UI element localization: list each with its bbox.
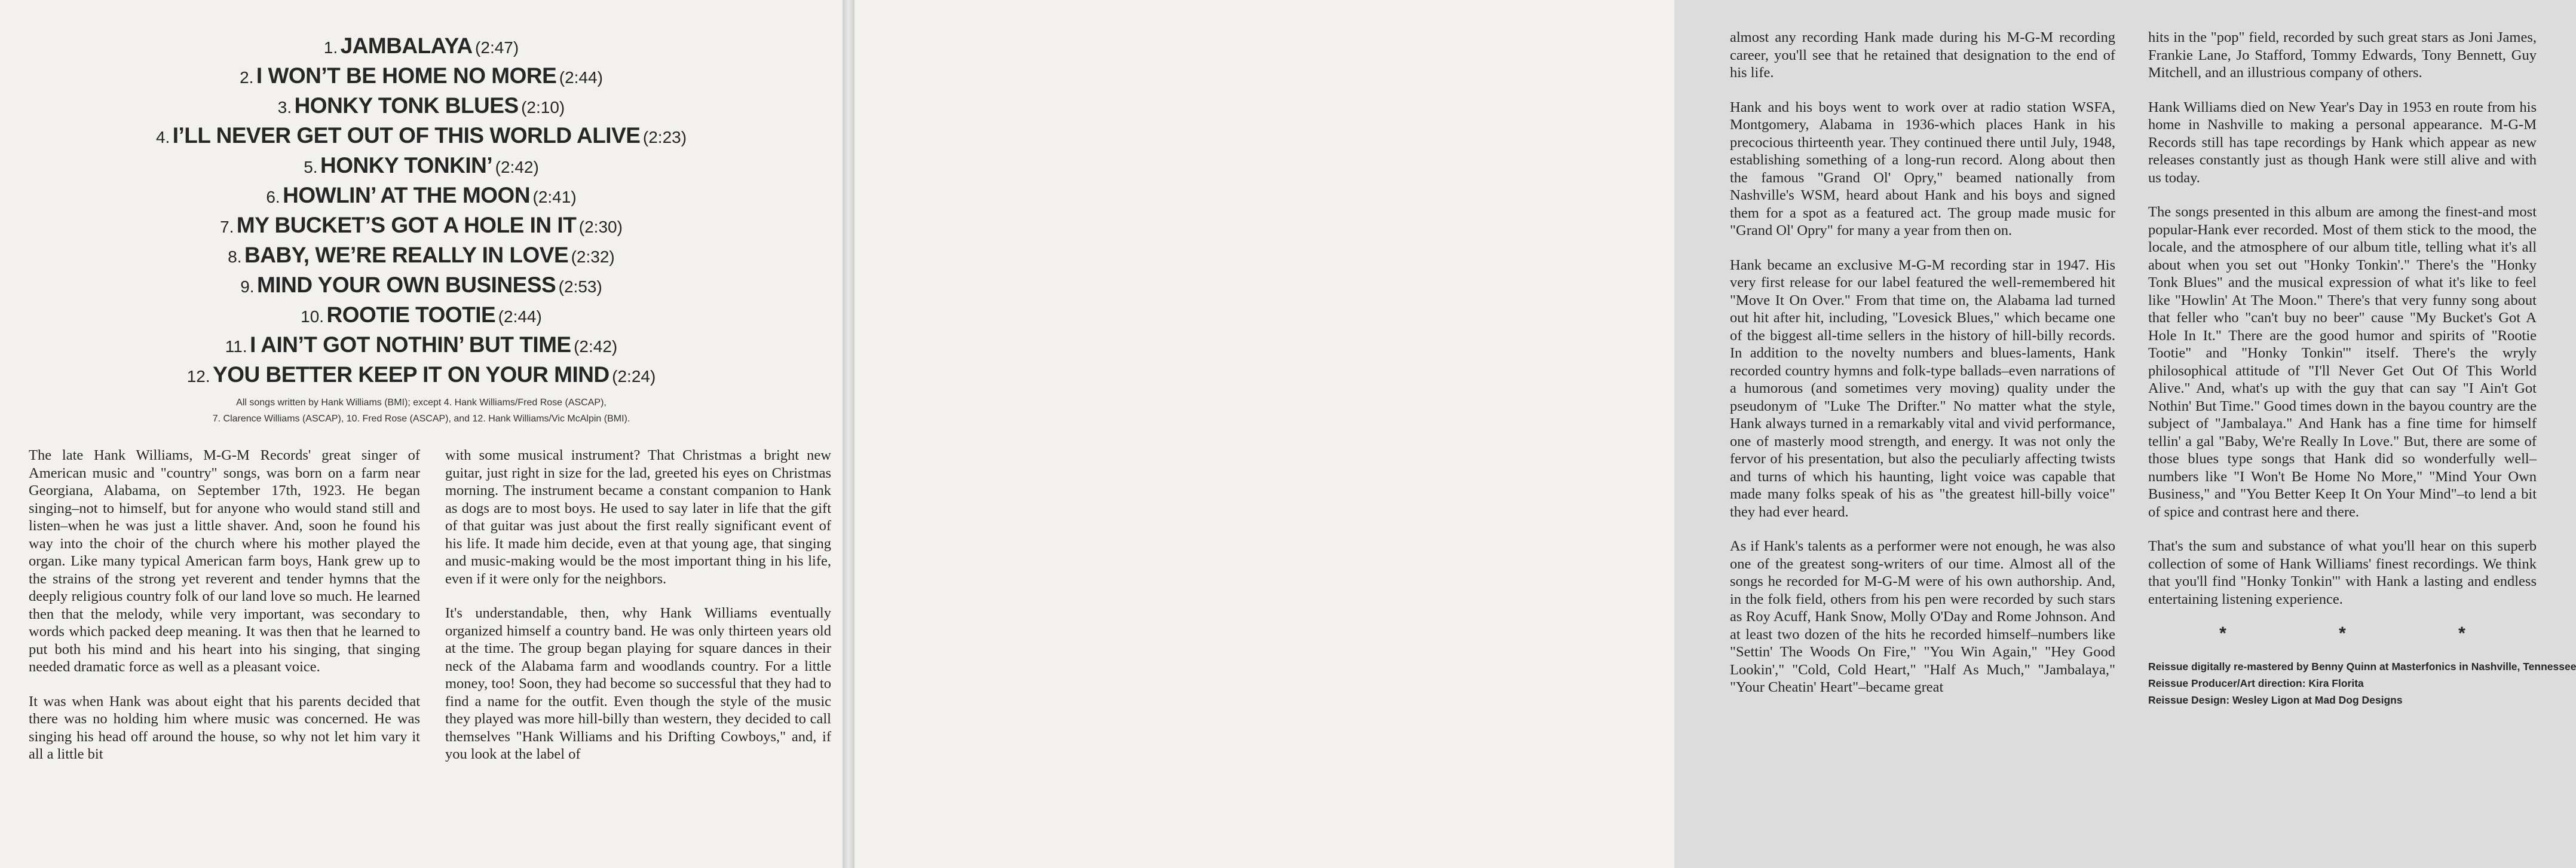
track-number: 9. — [240, 277, 255, 296]
track-item — [0, 330, 843, 360]
track-title: HONKY TONK BLUES — [294, 93, 519, 118]
track-duration: (2:53) — [558, 277, 602, 296]
paragraph: As if Hank's talents as a performer were not enough, he was also one of the greatest song-writers of our time. Almost all of the songs he recorded for M-G-M were of his own authorship. And, in the folk field, others from his pen were recorded by such stars as Roy Acuff, Hank Snow, Molly O'Day and Rome Johnson. And at least two dozen of the hits he recorded himself–numbers like "Settin' The Woods On Fire," "You Win Again," "Hey Good Lookin'," "Cold, Cold Heart," "Half As Much," "Jambalaya," "Your Cheatin' Heart"–became great — [1730, 538, 2115, 695]
track-item — [0, 121, 843, 151]
track-title: I’LL NEVER GET OUT OF THIS WORLD ALIVE — [172, 123, 641, 148]
track-number: 5. — [304, 158, 318, 176]
track-number: 7. — [220, 218, 234, 236]
track-title: BABY, WE’RE REALLY IN LOVE — [244, 243, 569, 267]
track-number: 4. — [155, 128, 170, 146]
track-duration: (2:32) — [571, 247, 615, 266]
track-title: ROOTIE TOOTIE — [326, 302, 496, 327]
track-title: YOU BETTER KEEP IT ON YOUR MIND — [213, 362, 609, 387]
track-list — [0, 31, 843, 390]
track-item — [0, 270, 843, 300]
track-duration: (2:30) — [578, 218, 623, 236]
track-item — [0, 31, 843, 61]
track-duration: (2:10) — [521, 98, 565, 117]
paragraph: The songs presented in this album are among the finest-and most popular-Hank ever recorded. Most of them stick to the mood, the locale, and the atmosphere of our album title, telling what it's all about when you set out "Honky Tonkin'." There's the "Honky Tonk Blues" and the musical expression of what it's like to feel like "Howlin' At The Moon." There's that very funny song about that feller who "can't buy no beer" cause "My Bucket's Got A Hole In It." There are the good humor and spirits of "Rootie Tootie" and "Honky Tonkin'" itself. There's the wryly philosophical attitude of "I'll Never Get Out Of This World Alive." And, what's up with the guy that can say "I Ain't Got Nothin' But Time." Good times down in the bayou country are the subject of "Jambalaya." And Hank has a fine time for himself tellin' a gal "Baby, We're Really In Love." But, there are some of those blues type songs that Hank did so wonderfully well–numbers like "I Won't Be Home No More," "Mind Your Own Business," and "You Better Keep It On Your Mind"–to lend a bit of spice and contrast here and there. — [2148, 204, 2537, 520]
paragraph: hits in the "pop" field, recorded by such great stars as Joni James, Frankie Lane, Jo Stafford, Tommy Edwards, Tony Bennett, Guy Mitchell, and an illustrious company of others. — [2148, 29, 2537, 81]
track-duration: (2:41) — [532, 188, 577, 206]
track-title: HOWLIN’ AT THE MOON — [283, 183, 531, 207]
liner-notes-column-2 — [445, 447, 831, 780]
track-duration: (2:44) — [559, 68, 603, 87]
booklet-fold — [843, 0, 854, 868]
track-item — [0, 300, 843, 330]
track-item — [0, 210, 843, 240]
track-number: 10. — [301, 307, 324, 326]
reissue-line: Reissue Producer/Art direction: Kira Florita — [2148, 677, 2364, 689]
track-duration: (2:24) — [612, 367, 656, 386]
track-number: 2. — [240, 68, 254, 87]
paragraph: It was when Hank was about eight that his parents decided that there was no holding him where music was concerned. He was singing his head off around the house, so why not let him vary it all a little bit — [29, 693, 420, 762]
paragraph: It's understandable, then, why Hank Williams eventually organized himself a country band. He was only thirteen years old at the time. The group began playing for square dances in their neck of the Alabama farm and woodlands country. For a little money, too! Soon, they had become so successful that they had to find a name for the outfit. Even though the style of the music they played was more hill-billy than western, they decided to call themselves "Hank Williams and his Drifting Cowboys," and, if you look at the label of — [445, 605, 831, 762]
liner-notes-column-1 — [29, 447, 420, 780]
track-duration: (2:47) — [475, 38, 519, 57]
paragraph: Hank and his boys went to work over at radio station WSFA, Montgomery, Alabama in 1936-which places Hank in his precocious thirteenth year. They continued there until July, 1948, establishing something of a long-run record. Along about then the famous "Grand Ol' Opry," beamed nationally from Nashville's WSM, heard about Hank and his boys and signed them for a spot as a featured act. The group made music for "Grand Ol' Opry" for many a year from then on. — [1730, 99, 2115, 239]
paragraph: The late Hank Williams, M-G-M Records' great singer of American music and "country" songs, was born on a farm near Georgiana, Alabama, on September 17th, 1923. He began singing–not to himself, but for anyone who would stand still and listen–when he was just a little shaver. And, soon he found his way into the choir of the church where his mother played the organ. Like many typical American farm boys, Hank grew up to the strains of the strong yet reverent and tender hymns that the deeply religious country folk of our land love so much. He learned then that the melody, while very important, was secondary to words which packed deep meaning. It was then that he learned to put both his mind and his heart into his singing, that singing needed dramatic force as well as a pleasant voice. — [29, 447, 420, 675]
credits-line: 7. Clarence Williams (ASCAP), 10. Fred Rose (ASCAP), and 12. Hank Williams/Vic McAlpin (BMI). — [212, 414, 630, 424]
left-page — [0, 0, 843, 868]
track-title: MIND YOUR OWN BUSINESS — [257, 273, 556, 297]
track-number: 1. — [323, 38, 338, 57]
paragraph: Hank became an exclusive M-G-M recording star in 1947. His very first release for our label featured the well-remembered hit "Move It On Over." From that time on, the Alabama lad turned out hit after hit, including, "Lovesick Blues," which became one of the biggest all-time sellers in the history of hill-billy records. In addition to the novelty numbers and blues-laments, Hank recorded country hymns and folk-type ballads–even narrations of a humorous (and sometimes very moving) quality under the pseudonym of "Luke The Drifter." No matter what the style, Hank always turned in a remarkably vital and vivid performance, one of masterly mood strength, and energy. It was not only the fervor of his presentation, but also the peculiarly affecting twists and turns of which his haunting, light voice was capable that made many folks speak of his as "the greatest hill-billy voice" they had ever heard. — [1730, 256, 2115, 520]
track-number: 3. — [277, 98, 292, 117]
track-number: 12. — [186, 367, 210, 386]
paragraph: with some musical instrument? That Christmas a bright new guitar, just right in size for the lad, greeted his eyes on Christmas morning. The instrument became a constant companion to Hank as dogs are to most boys. He used to say later in life that the gift of that guitar was just about the first really significant event of his life. It made him decide, even at that young age, that singing and music-making would be the most important thing in his life, even if it were only for the neighbors. — [445, 447, 831, 587]
paragraph: Hank Williams died on New Year's Day in 1953 en route from his home in Nashville to making a personal appearance. M-G-M Records still has tape recordings by Hank which appear as new releases constantly just as though Hank were still alive and with us today. — [2148, 99, 2537, 186]
liner-notes-column-3 — [1730, 29, 2115, 713]
section-separator: * * * — [2219, 624, 2519, 643]
track-duration: (2:42) — [574, 337, 618, 356]
right-page — [854, 0, 2576, 868]
track-title: HONKY TONKIN’ — [320, 153, 493, 178]
track-title: I WON’T BE HOME NO MORE — [256, 63, 557, 88]
track-title: I AIN’T GOT NOTHIN’ BUT TIME — [250, 332, 571, 357]
track-duration: (2:23) — [642, 128, 687, 146]
track-item — [0, 181, 843, 210]
track-title: JAMBALAYA — [340, 33, 473, 58]
track-number: 6. — [266, 188, 280, 206]
track-item — [0, 151, 843, 181]
track-duration: (2:42) — [495, 158, 539, 176]
track-duration: (2:44) — [498, 307, 542, 326]
credits-line: All songs written by Hank Williams (BMI); except 4. Hank Williams/Fred Rose (ASCAP), — [236, 398, 607, 408]
track-item — [0, 91, 843, 121]
paragraph: That's the sum and substance of what you'll hear on this superb collection of some of Hank Williams' finest recordings. We think that you'll find "Honky Tonkin'" with Hank a lasting and endless entertaining listening experience. — [2148, 538, 2537, 607]
track-number: 11. — [225, 337, 247, 356]
paragraph: almost any recording Hank made during his M-G-M recording career, you'll see that he retained that designation to the end of his life. — [1730, 29, 2115, 81]
songwriter-credits — [0, 395, 843, 427]
track-item — [0, 360, 843, 390]
liner-notes-column-4 — [2148, 29, 2576, 708]
reissue-credits — [2148, 658, 2576, 708]
reissue-line: Reissue digitally re-mastered by Benny Quinn at Masterfonics in Nashville, Tennessee — [2148, 660, 2576, 673]
track-number: 8. — [228, 247, 242, 266]
track-item — [0, 240, 843, 270]
track-item — [0, 61, 843, 91]
track-title: MY BUCKET’S GOT A HOLE IN IT — [236, 213, 577, 237]
reissue-line: Reissue Design: Wesley Ligon at Mad Dog Designs — [2148, 693, 2403, 706]
